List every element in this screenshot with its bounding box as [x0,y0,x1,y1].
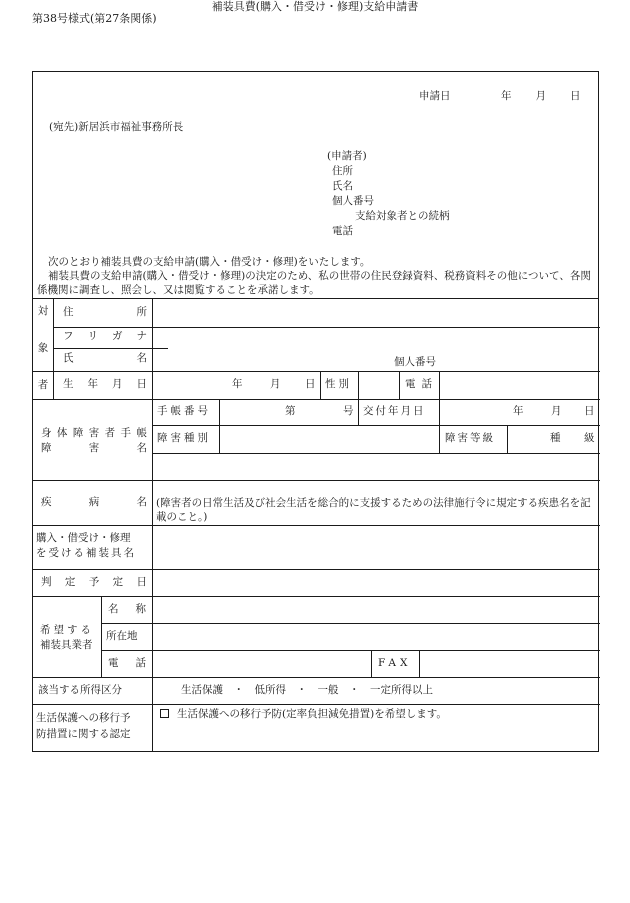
date-day: 日 [570,90,581,102]
disability-type-label: 障害種別 [157,432,211,444]
notebook-number-suffix: 号 [343,405,354,417]
judgment-date-label: 判 定 予 定 日 [41,576,147,588]
subject-address-label: 住 所 [63,306,147,318]
applicant-address-label: 住所 [332,165,353,177]
date-year: 年 [501,90,512,102]
disability-kind: 種 [550,432,561,444]
birth-year: 年 [232,378,243,390]
issue-day: 日 [584,405,595,417]
disability-label-line2: 障 害 名 [41,442,147,454]
application-date-label: 申請日 [419,90,451,102]
vendor-label-line2: 補装具業者 [40,639,93,651]
device-label-line2: を受ける補装具名 [36,547,136,559]
subject-label-char-1: 対 [37,305,49,317]
disability-grade: 級 [584,432,595,444]
subject-address-field[interactable] [157,305,595,323]
subject-personal-number-label: 個人番号 [394,356,436,368]
notebook-number-label: 手帳番号 [157,405,211,417]
vendor-name-label: 名 称 [108,603,146,615]
income-options[interactable]: 生活保護 ・ 低所得 ・ 一般 ・ 一定所得以上 [181,684,433,696]
disability-grade-label: 障害等級 [445,432,495,444]
application-table [32,299,599,752]
subject-phone-label: 電話 [405,378,438,390]
applicant-relationship-label: 支給対象者との続柄 [355,210,450,222]
subject-furigana-label: フ リ ガ ナ [63,330,147,342]
vendor-label-line1: 希望する [40,624,94,636]
welfare-label-line1: 生活保護への移行予 [36,712,131,724]
sex-label: 性別 [325,378,352,390]
disease-note: (障害者の日常生活及び社会生活を総合的に支援するための法律施行令に規定する疾患名を記載のこと。) [156,497,591,523]
addressee: (宛先)新居浜市福祉事務所長 [49,121,184,133]
statement-line2: 補装具費の支給申請(購入・借受け・修理)の決定のため、私の世帯の住民登録資料、税務資料その他について、各関係機関に調査し、照会し、又は閲覧することを承諾します。 [37,270,591,296]
welfare-checkbox-text: 生活保護への移行予防(定率負担減免措置)を希望します。 [177,708,447,720]
application-header-box [32,71,599,299]
subject-label-char-3: 者 [37,379,49,391]
vendor-fax-label: FAX [378,657,412,669]
disease-label: 疾 病 名 [41,496,147,508]
subject-birthdate-label: 生 年 月 日 [63,378,147,390]
notebook-number-prefix: 第 [285,405,296,417]
welfare-label-line2: 防措置に関する認定 [36,728,131,740]
consent-statement [37,255,597,297]
subject-name-label: 氏 名 [63,352,147,364]
income-label: 該当する所得区分 [38,684,122,696]
application-date-field[interactable] [501,90,581,104]
issue-date-label: 交付年月日 [363,405,426,417]
vendor-phone-label: 電 話 [108,657,146,669]
form-number: 第38号様式(第27条関係) [32,12,157,25]
applicant-heading: (申請者) [327,150,367,162]
issue-year: 年 [513,405,524,417]
welfare-option [160,708,447,722]
statement-line1: 次のとおり補装具費の支給申請(購入・借受け・修理)をいたします。 [48,256,371,268]
vendor-location-label: 所在地 [106,630,138,642]
issue-month: 月 [551,405,562,417]
form-title: 補装具費(購入・借受け・修理)支給申請書 [211,0,419,13]
applicant-name-label: 氏名 [332,180,353,192]
disability-label-line1: 身 体 障 害 者 手 帳 [41,427,147,439]
birth-month: 月 [270,378,281,390]
applicant-phone-label: 電話 [332,225,353,237]
date-month: 月 [535,90,546,102]
applicant-personal-number-label: 個人番号 [332,195,374,207]
birth-day: 日 [305,378,316,390]
device-label-line1: 購入・借受け・修理 [36,532,131,544]
welfare-checkbox[interactable] [160,709,169,718]
subject-label-char-2: 象 [37,342,49,354]
